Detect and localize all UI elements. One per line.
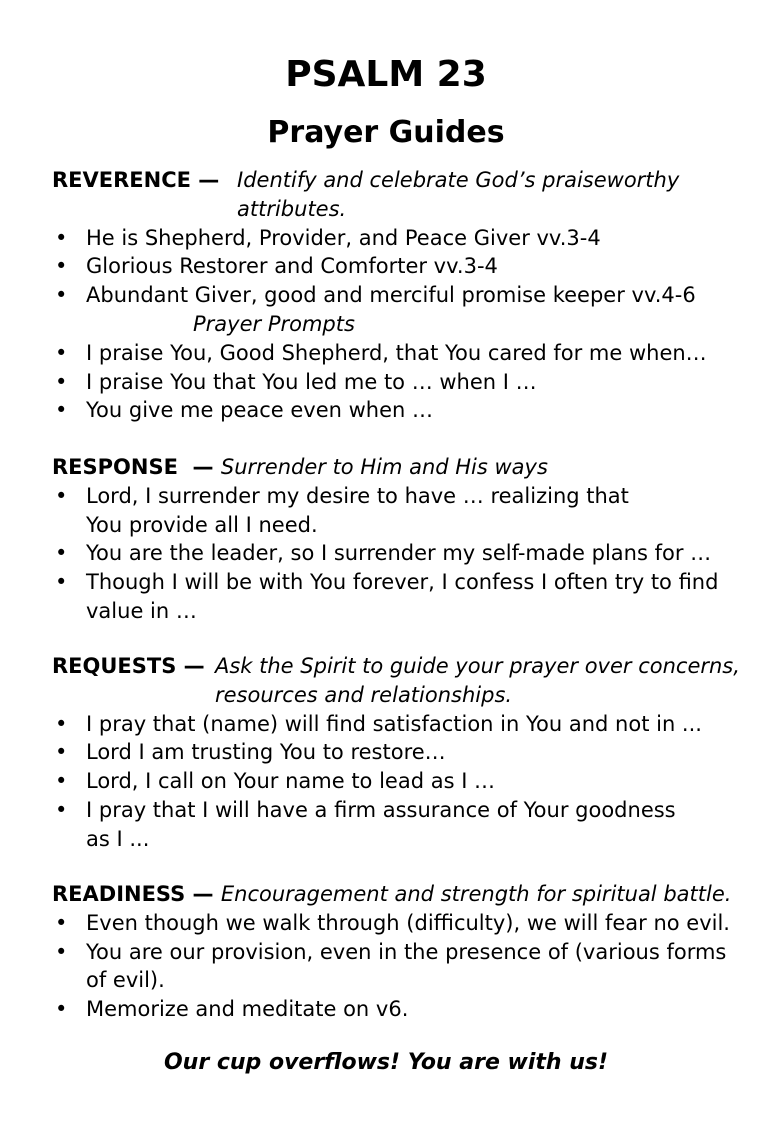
section-requests	[52, 652, 752, 854]
list-item-text: Lord, I call on Your name to lead as I …	[86, 769, 496, 794]
list-item	[52, 995, 752, 1024]
bullet-icon: •	[55, 797, 68, 822]
section-reverence	[52, 166, 752, 425]
section-header	[52, 166, 752, 224]
list-item	[52, 396, 752, 425]
bullet-icon: •	[55, 483, 68, 508]
list-item	[52, 482, 752, 540]
list-item-text: I pray that (name) will find satisfaction in You and not in ...	[86, 711, 702, 736]
list-item-text: Though I will be with You forever, I confess I often try to find value in …	[86, 570, 719, 623]
section-header	[52, 652, 752, 710]
list-item-text: Abundant Giver, good and merciful promise keeper vv.4-6	[86, 283, 696, 308]
bullet-icon: •	[55, 997, 68, 1022]
section-header	[52, 453, 752, 482]
list-item-text: Glorious Restorer and Comforter vv.3-4	[86, 254, 498, 279]
list-item-text: I praise You, Good Shepherd, that You cared for me when…	[86, 340, 707, 365]
section-heading: READINESS —	[52, 882, 221, 906]
section-description: Ask the Spirit to guide your prayer over concerns, resources and relationships.	[215, 654, 740, 707]
bullet-list	[52, 909, 752, 1024]
section-heading: RESPONSE —	[52, 455, 221, 479]
list-item	[52, 252, 752, 281]
bullet-icon: •	[55, 340, 68, 365]
section-response	[52, 453, 752, 626]
list-item	[52, 909, 752, 938]
prayer-prompts-label: Prayer Prompts	[193, 311, 355, 336]
page-subtitle: Prayer Guides	[267, 115, 505, 150]
bullet-icon: •	[55, 939, 68, 964]
list-item-text: Lord, I surrender my desire to have … realizing that You provide all I need.	[86, 483, 629, 537]
list-item-text: Memorize and meditate on v6.	[86, 997, 409, 1022]
bullet-icon: •	[55, 541, 68, 566]
list-item	[52, 224, 752, 253]
list-item	[52, 281, 752, 310]
list-item	[52, 738, 752, 767]
bullet-list	[52, 482, 752, 626]
list-item-text: Lord I am trusting You to restore…	[86, 740, 446, 765]
list-item	[52, 568, 752, 626]
bullet-list	[52, 224, 752, 310]
bullet-icon: •	[55, 910, 68, 935]
bullet-icon: •	[55, 769, 68, 794]
list-item-text: Even though we walk through (difficulty), we will fear no evil.	[86, 910, 730, 935]
section-description: Encouragement and strength for spiritual battle.	[220, 882, 732, 906]
list-item	[52, 767, 752, 796]
section-readiness	[52, 880, 752, 1024]
list-item	[52, 710, 752, 739]
bullet-icon: •	[55, 369, 68, 394]
bullet-icon: •	[55, 398, 68, 423]
page-title: PSALM 23	[285, 54, 487, 95]
list-item-text: You give me peace even when …	[86, 398, 434, 423]
list-item-text: He is Shepherd, Provider, and Peace Giver vv.3-4	[86, 225, 601, 250]
bullet-icon: •	[55, 283, 68, 308]
section-description: Surrender to Him and His ways	[220, 455, 548, 479]
closing-line: Our cup overflows! You are with us!	[163, 1050, 609, 1075]
prompt-list	[52, 339, 752, 425]
bullet-list	[52, 710, 752, 854]
list-item	[52, 539, 752, 568]
list-item	[52, 938, 752, 996]
list-item-text: I pray that I will have a firm assurance of Your goodness as I ...	[86, 797, 676, 851]
bullet-icon: •	[55, 740, 68, 765]
bullet-icon: •	[55, 225, 68, 250]
list-item	[52, 368, 752, 397]
list-item-text: You are our provision, even in the presence of (various forms of evil).	[86, 939, 727, 993]
bullet-icon: •	[55, 711, 68, 736]
list-item	[52, 339, 752, 368]
list-item-text: I praise You that You led me to … when I …	[86, 369, 537, 394]
list-item	[52, 796, 752, 854]
list-item-text: You are the leader, so I surrender my self-made plans for …	[86, 541, 712, 566]
bullet-icon: •	[55, 254, 68, 279]
section-heading: REQUESTS —	[52, 654, 212, 678]
bullet-icon: •	[55, 570, 68, 595]
section-header	[52, 880, 752, 909]
section-description: Identify and celebrate God’s praiseworthy attributes.	[237, 168, 680, 221]
section-heading: REVERENCE —	[52, 168, 227, 192]
